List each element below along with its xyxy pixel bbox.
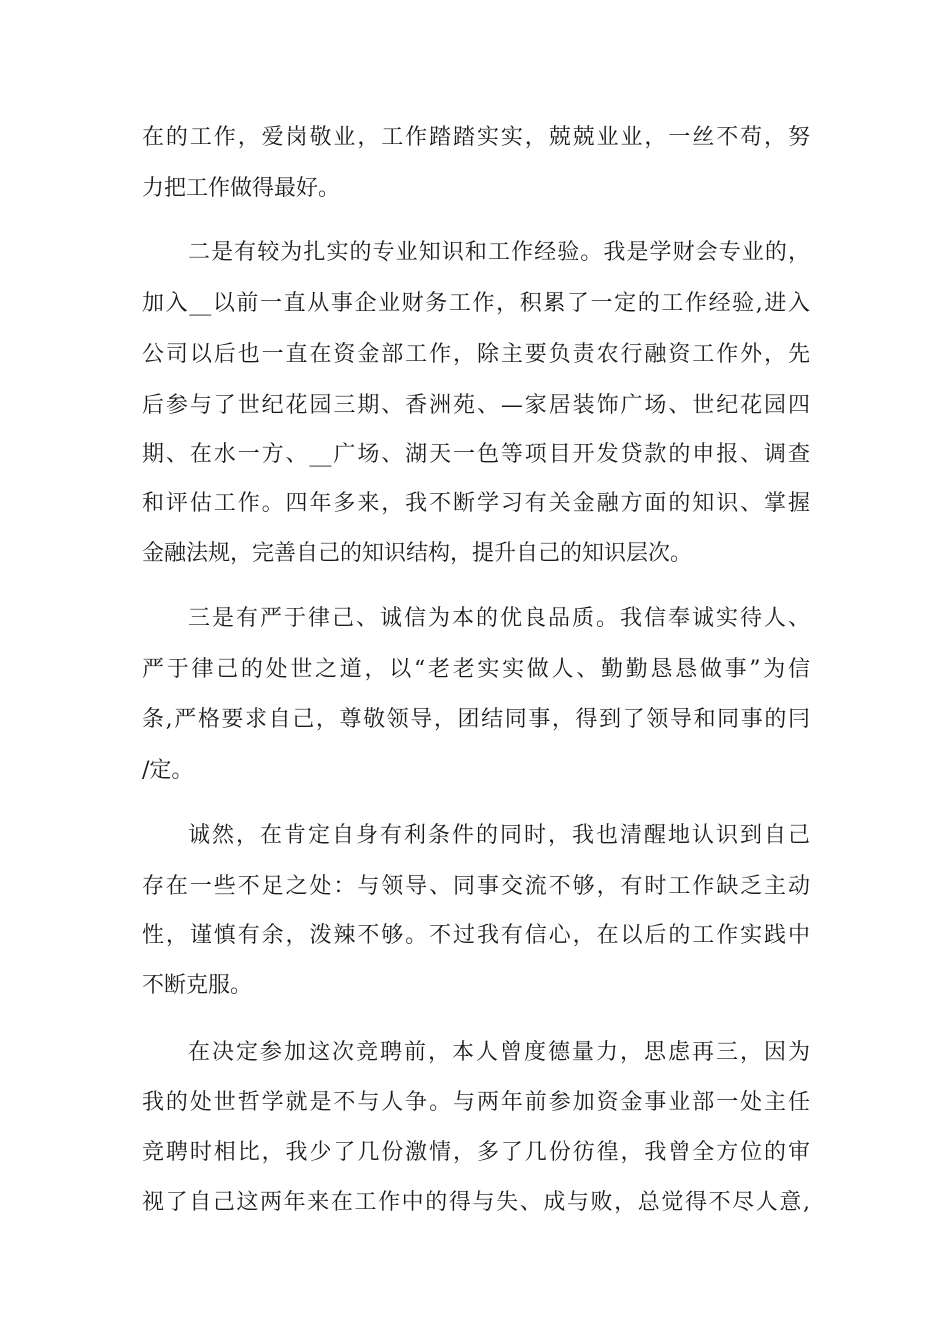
text-line: 诚然，在肯定自身有利条件的同时，我也清醒地认识到自己 — [188, 823, 810, 848]
text-line: 在决定参加这次竞聘前，本人曾度德量力，思虑再三，因为 — [188, 1040, 810, 1065]
text-line: 和评估工作。四年多来，我不断学习有关金融方面的知识、掌握 — [142, 491, 810, 516]
text-line: 条,严格要求自己，尊敬领导，团结同事，得到了领导和同事的冃 — [142, 707, 810, 732]
text-line: 存在一些不足之处：与领导、同事交流不够，有时工作缺乏主动 — [142, 874, 810, 899]
text-line: 金融法规，完善自己的知识结构，提升自己的知识层次。 — [142, 541, 693, 566]
text-line: 二是有较为扎实的专业知识和工作经验。我是学财会专业的， — [188, 240, 810, 265]
text-line: 性，谨慎有余，泼辣不够。不过我有信心，在以后的工作实践中 — [142, 923, 810, 948]
text-line: 力把工作做得最好。 — [142, 176, 341, 201]
text-line: 严于律己的处世之道，以“老老实实做人、勤勤恳恳做事”为信 — [142, 657, 810, 682]
text-line: 竞聘时相比，我少了几份激情，多了几份彷徨，我曾全方位的审 — [142, 1140, 810, 1165]
text-line: 三是有严于律己、诚信为本的优良品质。我信奉诚实待人、 — [188, 606, 810, 631]
text-line: 后参与了世纪花园三期、香洲苑、—家居装饰广场、世纪花园四 — [142, 393, 810, 418]
text-line: /定。 — [142, 758, 194, 783]
text-line: 视了自己这两年来在工作中的得与失、成与败，总觉得不尽人意, — [142, 1190, 810, 1215]
text-line: 在的工作，爱岗敬业，工作踏踏实实，兢兢业业，一丝不苟，努 — [142, 125, 810, 150]
text-line: 我的处世哲学就是不与人争。与两年前参加资金事业部一处主任 — [142, 1090, 810, 1115]
text-line: 不断克服。 — [142, 973, 253, 998]
text-line: 公司以后也一直在资金部工作，除主要负责农行融资工作外，先 — [142, 342, 810, 367]
text-line: 加入__以前一直从事企业财务工作，积累了一定的工作经验,进入 — [142, 291, 810, 316]
text-line: 期、在水一方、__广场、湖天一色等项目开发贷款的申报、调查 — [142, 442, 810, 467]
